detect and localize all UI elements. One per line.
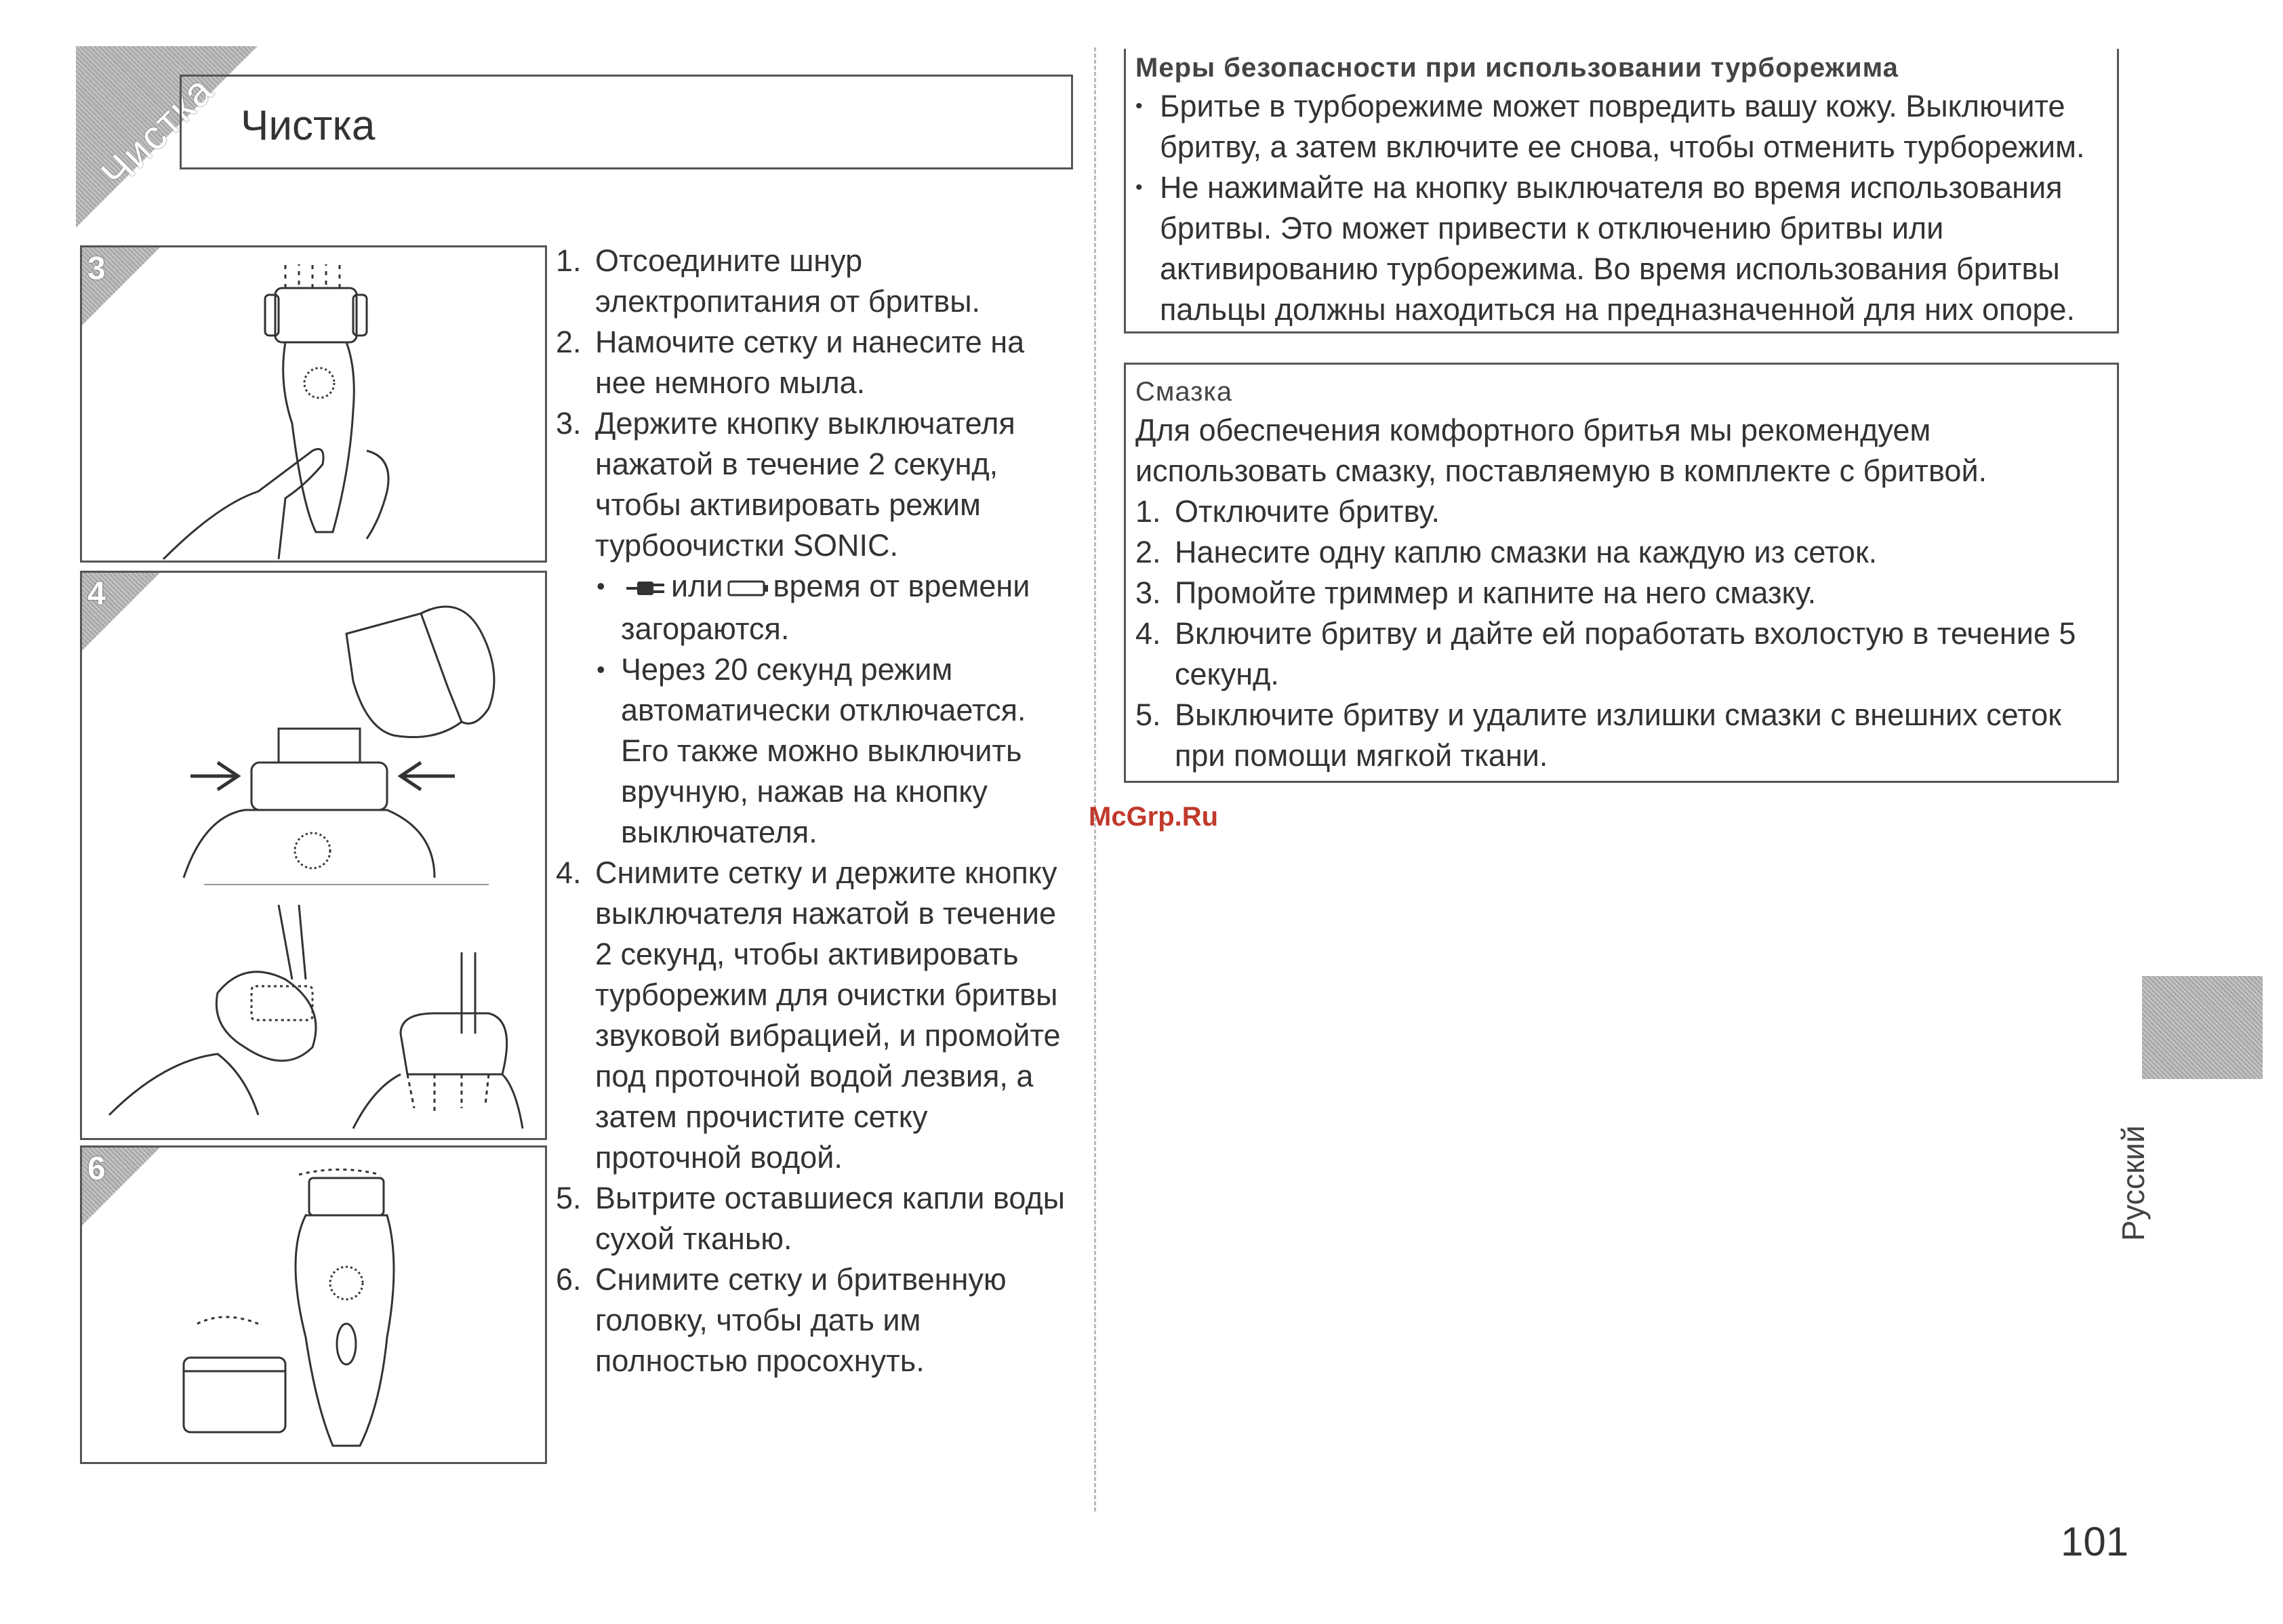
step-text: Намочите сетку и нанесите на нее немного мыла. <box>595 325 1025 400</box>
list-item <box>556 853 1071 1178</box>
step-number: 2. <box>556 325 582 359</box>
list-item <box>1135 613 2107 695</box>
list-item <box>1135 573 2107 613</box>
sub-list-item <box>556 649 1071 853</box>
cleaning-steps-list <box>556 241 1071 1381</box>
drying-illustration <box>82 1148 547 1464</box>
panel-number: 3 <box>87 251 106 287</box>
step-text: Отсоедините шнур электропитания от бритвы. <box>595 243 981 319</box>
lubrication-intro: Для обеспечения комфортного бритья мы рекомендуем использовать смазку, поставляемую в комплекте с бритвой. <box>1135 413 1987 488</box>
sub-connector-text: или <box>671 569 723 603</box>
step-text: Снимите сетку и держите кнопку выключателя нажатой в течение 2 секунд, чтобы активировать турборежим для очистки бритвы звуковой вибрацией, и промойте под проточной водой лезвия, а затем прочистите сетку проточной водой. <box>595 855 1061 1175</box>
language-label: Русский <box>2116 1125 2151 1241</box>
step-number: 5. <box>556 1181 582 1216</box>
list-item <box>1135 695 2107 776</box>
lubrication-box <box>1124 363 2119 783</box>
step-number: 5. <box>1135 697 1161 732</box>
plug-icon <box>625 568 667 609</box>
watermark-link[interactable]: McGrp.Ru <box>1089 802 1219 832</box>
sub-list-item <box>556 566 1071 649</box>
column-divider <box>1094 47 1096 1511</box>
battery-icon <box>727 568 769 609</box>
list-item <box>556 322 1071 403</box>
foil-removal-and-rinse-illustration <box>82 573 547 1140</box>
bullet-icon: • <box>1135 95 1143 117</box>
safety-text: Бритье в турборежиме может повредить вашу кожу. Выключите бритву, а затем включите ее снова, чтобы отменить турборежим. <box>1160 89 2085 164</box>
step-number: 1. <box>556 243 582 278</box>
shaver-wetting-illustration <box>82 247 547 563</box>
page-number: 101 <box>2061 1519 2129 1564</box>
illustration-panel-step-4 <box>80 571 547 1140</box>
bullet-icon: • <box>597 655 605 684</box>
step-text: Нанесите одну каплю смазки на каждую из сеток. <box>1175 535 1878 569</box>
step-text: Включите бритву и дайте ей поработать вхолостую в течение 5 секунд. <box>1175 616 2076 691</box>
list-item <box>1135 167 2117 330</box>
illustration-panel-step-6 <box>80 1145 547 1464</box>
list-item <box>556 1259 1071 1381</box>
safety-title: Меры безопасности при использовании турборежима <box>1135 53 1899 83</box>
step-number: 1. <box>1135 494 1161 529</box>
safety-text: Не нажимайте на кнопку выключателя во время использования бритвы. Это может привести к отключению бритвы или активированию турборежима. Во время использования бритвы пальцы должны находиться на предназначенной для них опоре. <box>1160 170 2075 327</box>
bullet-icon: • <box>1135 176 1143 199</box>
step-text: Держите кнопку выключателя нажатой в течение 2 секунд, чтобы активировать режим турбоочистки SONIC. <box>595 406 1015 563</box>
step-number: 4. <box>1135 616 1161 651</box>
step-number: 4. <box>556 855 582 891</box>
header-tab-label: Чистка <box>92 66 222 197</box>
page-title: Чистка <box>241 102 376 149</box>
bullet-icon: • <box>597 572 605 600</box>
lubrication-title: Смазка <box>1135 377 1233 407</box>
step-text: Отключите бритву. <box>1175 494 1440 529</box>
list-item <box>556 1178 1071 1259</box>
list-item <box>1135 86 2117 167</box>
turbo-safety-box <box>1124 49 2119 333</box>
language-side-tab <box>2142 976 2263 1079</box>
list-item <box>556 241 1071 322</box>
sub-text: Через 20 секунд режим автоматически отключается. Его также можно выключить вручную, нажав на кнопку выключателя. <box>621 652 1026 850</box>
list-item <box>1135 532 2107 573</box>
step-text: Вытрите оставшиеся капли воды сухой тканью. <box>595 1181 1065 1257</box>
step-number: 6. <box>556 1262 582 1297</box>
list-item <box>556 403 1071 566</box>
panel-number: 4 <box>87 576 106 612</box>
list-item <box>1135 491 2107 532</box>
sub-text: время от времени загораются. <box>621 569 1030 647</box>
step-text: Промойте триммер и капните на него смазку. <box>1175 575 1817 610</box>
illustration-panel-step-3 <box>80 245 547 563</box>
step-number: 3. <box>556 406 582 441</box>
step-number: 3. <box>1135 575 1161 610</box>
step-text: Выключите бритву и удалите излишки смазки с внешних сеток при помощи мягкой ткани. <box>1175 697 2061 773</box>
step-text: Снимите сетку и бритвенную головку, чтобы дать им полностью просохнуть. <box>595 1262 1007 1379</box>
panel-number: 6 <box>87 1151 106 1187</box>
step-number: 2. <box>1135 535 1161 569</box>
